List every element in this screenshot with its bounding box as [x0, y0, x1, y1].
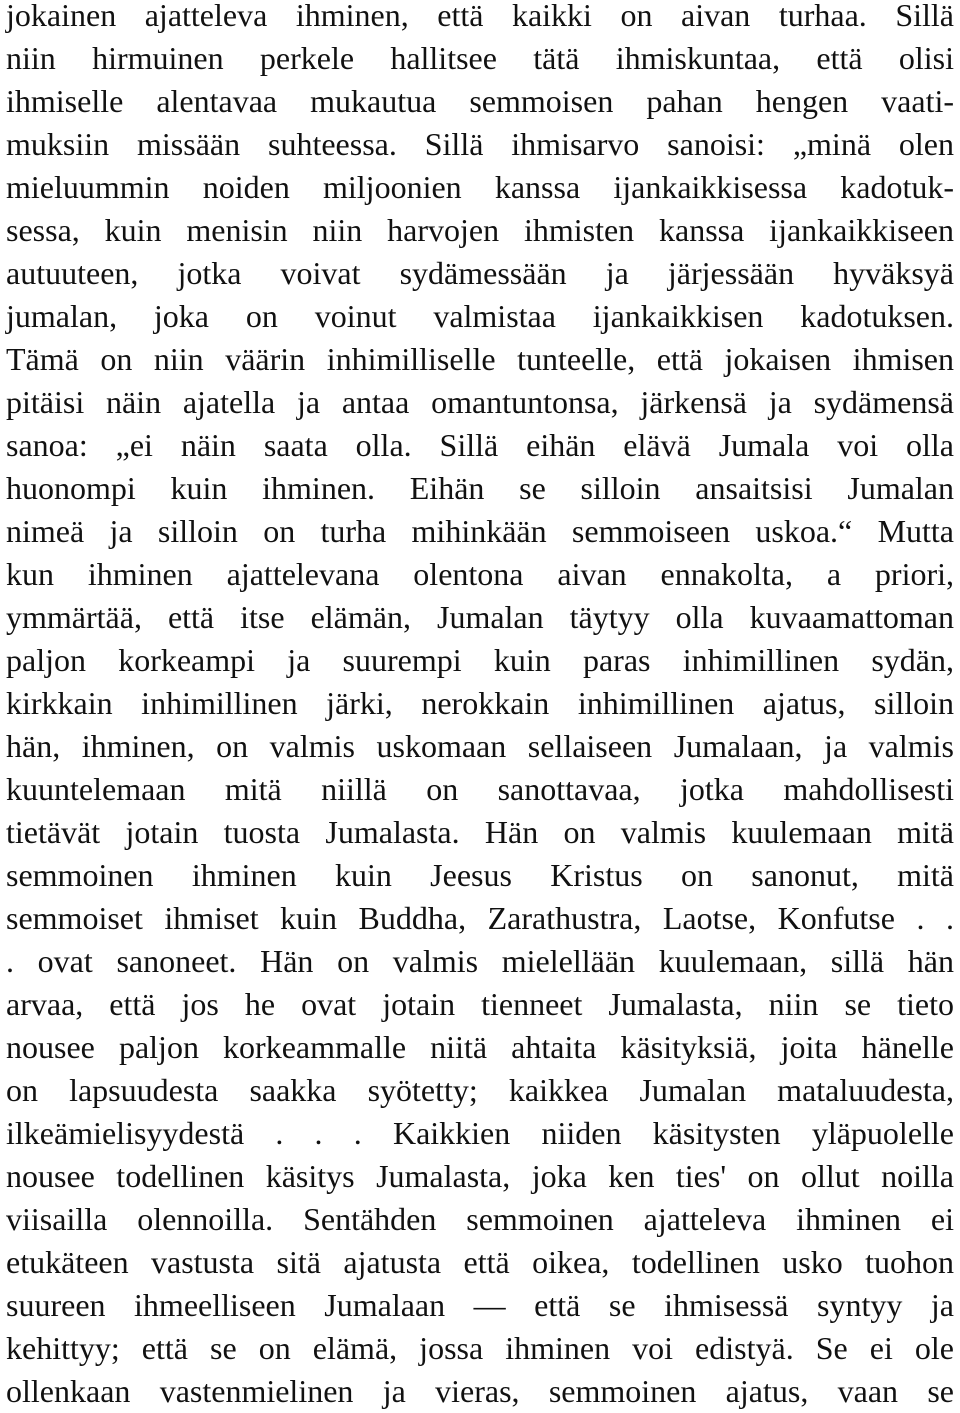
text-line: viisailla olennoilla. Sentähden semmoinen ajatteleva ihminen ei	[6, 1201, 954, 1237]
text-line: ollenkaan vastenmielinen ja vieras, semmoinen ajatus, vaan se	[6, 1373, 954, 1409]
text-line: kuuntelemaan mitä niillä on sanottavaa, jotka mahdollisesti	[6, 771, 954, 807]
text-line: ymmärtää, että itse elämän, Jumalan täytyy olla kuvaamattoman	[6, 599, 954, 635]
text-line: niin hirmuinen perkele hallitsee tätä ihmiskuntaa, että olisi	[6, 40, 954, 76]
text-line: autuuteen, jotka voivat sydämessään ja järjessään hyväksyä	[6, 255, 954, 291]
text-line: paljon korkeampi ja suurempi kuin paras inhimillinen sydän,	[6, 642, 954, 678]
text-line: arvaa, että jos he ovat jotain tienneet Jumalasta, niin se tieto	[6, 986, 954, 1022]
text-line: suureen ihmeelliseen Jumalaan — että se ihmisessä syntyy ja	[6, 1287, 954, 1323]
text-line: etukäteen vastusta sitä ajatusta että oikea, todellinen usko tuohon	[6, 1244, 954, 1280]
text-line: mieluummin noiden miljoonien kanssa ijankaikkisessa kadotuk-	[6, 169, 954, 205]
text-line: nousee paljon korkeammalle niitä ahtaita käsityksiä, joita hänelle	[6, 1029, 954, 1065]
text-line: ilkeämielisyydestä . . . Kaikkien niiden käsitysten yläpuolelle	[6, 1115, 954, 1151]
text-line: jumalan, joka on voinut valmistaa ijankaikkisen kadotuksen.	[6, 298, 954, 334]
body-text	[6, 0, 954, 1413]
text-line: semmoinen ihminen kuin Jeesus Kristus on sanonut, mitä	[6, 857, 954, 893]
text-line: . ovat sanoneet. Hän on valmis mielellään kuulemaan, sillä hän	[6, 943, 954, 979]
text-line: kirkkain inhimillinen järki, nerokkain inhimillinen ajatus, silloin	[6, 685, 954, 721]
text-line: on lapsuudesta saakka syötetty; kaikkea Jumalan mataluudesta,	[6, 1072, 954, 1108]
text-line: nousee todellinen käsitys Jumalasta, joka ken ties' on ollut noilla	[6, 1158, 954, 1194]
text-line: pitäisi näin ajatella ja antaa omantuntonsa, järkensä ja sydämensä	[6, 384, 954, 420]
text-line: ihmiselle alentavaa mukautua semmoisen pahan hengen vaati-	[6, 83, 954, 119]
text-line: sanoa: „ei näin saata olla. Sillä eihän elävä Jumala voi olla	[6, 427, 954, 463]
text-line: semmoiset ihmiset kuin Buddha, Zarathustra, Laotse, Konfutse . .	[6, 900, 954, 936]
text-line: jokainen ajatteleva ihminen, että kaikki on aivan turhaa. Sillä	[6, 0, 954, 33]
text-line: nimeä ja silloin on turha mihinkään semmoiseen uskoa.“ Mutta	[6, 513, 954, 549]
text-line: Tämä on niin väärin inhimilliselle tunteelle, että jokaisen ihmisen	[6, 341, 954, 377]
text-line: huonompi kuin ihminen. Eihän se silloin ansaitsisi Jumalan	[6, 470, 954, 506]
text-line: kehittyy; että se on elämä, jossa ihminen voi edistyä. Se ei ole	[6, 1330, 954, 1366]
text-line: tietävät jotain tuosta Jumalasta. Hän on valmis kuulemaan mitä	[6, 814, 954, 850]
text-line: hän, ihminen, on valmis uskomaan sellaiseen Jumalaan, ja valmis	[6, 728, 954, 764]
text-line: kun ihminen ajattelevana olentona aivan ennakolta, a priori,	[6, 556, 954, 592]
text-line: muksiin missään suhteessa. Sillä ihmisarvo sanoisi: „minä olen	[6, 126, 954, 162]
text-line: sessa, kuin menisin niin harvojen ihmisten kanssa ijankaikkiseen	[6, 212, 954, 248]
